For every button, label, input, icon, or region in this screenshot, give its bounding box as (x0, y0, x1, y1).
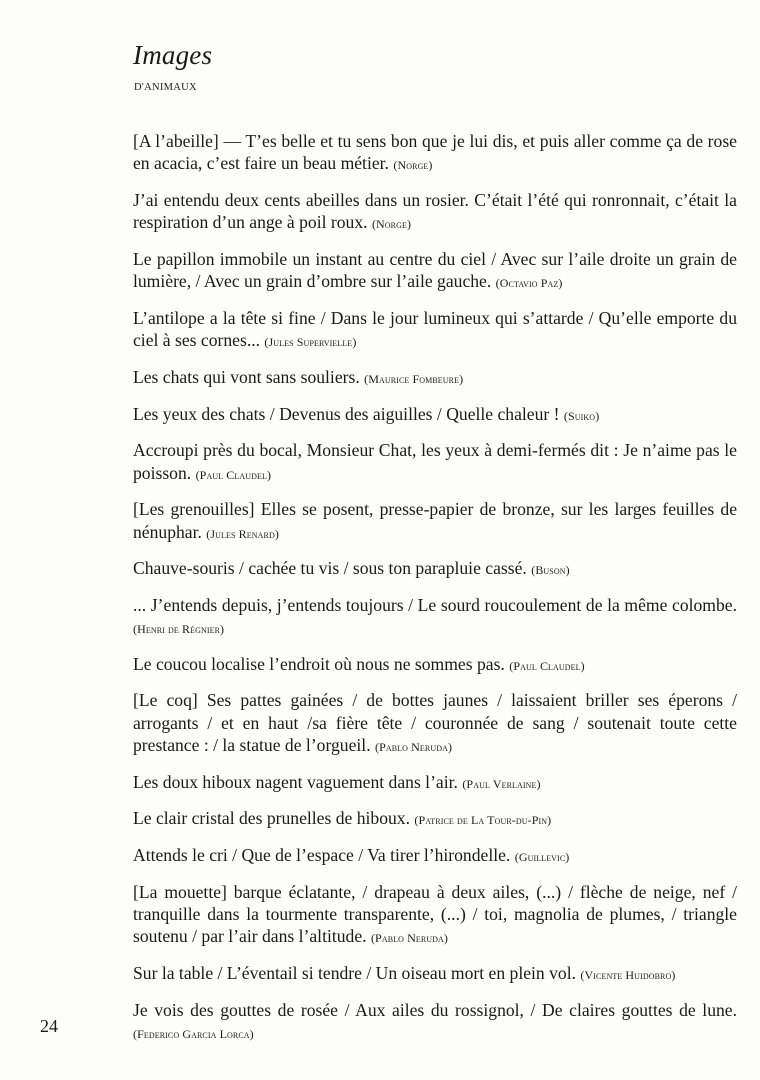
quotation-entry (133, 594, 737, 641)
quotation-text: [La mouette] barque éclatante, / drapeau à deux ailes, (...) / flèche de neige, nef / tranquille dans la tourmente transparente, (...) / toi, magnolia de plumes, / triangle soutenu / par l’air dans l’altitude. (133, 881, 737, 947)
quotation-text: Les chats qui vont sans souliers. (133, 367, 360, 387)
quotation-entry (133, 999, 737, 1046)
quotation-author: (Norge) (393, 158, 433, 173)
quotation-author: (Paul Claudel) (509, 658, 585, 673)
quotation-author: (Maurice Fombeure) (364, 372, 464, 386)
quotation-entry (133, 366, 737, 390)
page-number: 24 (40, 1016, 58, 1036)
quotation-entry (133, 557, 737, 581)
quotation-entry (133, 689, 737, 758)
quotation-list (133, 130, 737, 1058)
quotation-text: J’ai entendu deux cents abeilles dans un rosier. C’était l’été qui ronronnait, c’était la respiration d’un ange à poil roux. (133, 190, 737, 233)
quotation-author: (Federico Garcia Lorca) (133, 1026, 254, 1041)
quotation-entry (133, 189, 737, 236)
quotation-author: (Buson) (531, 563, 570, 578)
quotation-text: Les doux hiboux nagent vaguement dans l’air. (133, 771, 458, 792)
quotation-author: (Patrice de La Tour-du-Pin) (414, 813, 552, 828)
quotation-text: Je vois des gouttes de rosée / Aux ailes du rossignol, / De claires gouttes de lune. (133, 999, 737, 1020)
section-subtitle: D'ANIMAUX (134, 82, 197, 93)
quotation-author: (Suiko) (563, 408, 600, 423)
quotation-entry (133, 403, 737, 427)
quotation-author: (Henri de Régnier) (133, 622, 225, 637)
quotation-entry (133, 307, 737, 354)
quotation-entry (133, 248, 737, 295)
quotation-author: (Pablo Neruda) (375, 740, 453, 755)
quotation-author: (Paul Claudel) (195, 467, 272, 482)
quotation-text: Chauve-souris / cachée tu vis / sous ton parapluie cassé. (133, 558, 527, 579)
quotation-author: (Guillevic) (514, 849, 570, 864)
quotation-entry (133, 498, 737, 545)
quotation-author: (Pablo Neruda) (370, 931, 449, 946)
quotation-author: (Jules Supervielle) (264, 335, 357, 350)
quotation-text: [A l’abeille] — T’es belle et tu sens bon que je lui dis, et puis aller comme ça de rose en acacia, c’est faire un beau métier. (133, 131, 737, 174)
quotation-author: (Vicente Huidobro) (580, 967, 676, 982)
quotation-entry (133, 130, 737, 177)
quotation-text: Sur la table / L’éventail si tendre / Un oiseau mort en plein vol. (133, 962, 576, 983)
quotation-text: ... J’entends depuis, j’entends toujours / Le sourd roucoulement de la même colombe. (133, 594, 737, 615)
quotation-text: Les yeux des chats / Devenus des aiguilles / Quelle chaleur ! (133, 403, 560, 424)
quotation-text: Le clair cristal des prunelles de hiboux. (133, 808, 411, 829)
quotation-author: (Paul Verlaine) (462, 776, 541, 791)
quotation-author: (Norge) (371, 217, 412, 232)
quotation-entry (133, 439, 737, 486)
quotation-author: (Octavio Paz) (495, 276, 563, 291)
quotation-entry (133, 962, 737, 986)
quotation-text: Attends le cri / Que de l’espace / Va tirer l’hirondelle. (133, 844, 511, 865)
page-title: Images (133, 40, 213, 70)
quotation-entry (133, 881, 737, 950)
quotation-text: L’antilope a la tête si fine / Dans le jour lumineux qui s’attarde / Qu’elle emporte du ciel à ses cornes... (133, 308, 737, 351)
quotation-entry (133, 844, 737, 868)
quotation-text: [Le coq] Ses pattes gainées / de bottes jaunes / laissaient briller ses éperons / arrogants / et en haut /sa fière tête / couronnée de sang / soutenait toute cette prestance : / la statue de l’orgueil. (133, 690, 737, 756)
quotation-entry (133, 807, 737, 831)
quotation-text: Le coucou localise l’endroit où nous ne sommes pas. (133, 653, 505, 674)
quotation-author: (Jules Renard) (206, 526, 279, 541)
quotation-text: Le papillon immobile un instant au centre du ciel / Avec sur l’aile droite un grain de lumière, / Avec un grain d’ombre sur l’aile gauche. (133, 249, 737, 292)
quotation-entry (133, 653, 737, 677)
quotation-text: [Les grenouilles] Elles se posent, presse-papier de bronze, sur les larges feuilles de nénuphar. (133, 499, 737, 542)
quotation-text: Accroupi près du bocal, Monsieur Chat, les yeux à demi-fermés dit : Je n’aime pas le poisson. (133, 440, 737, 483)
quotation-entry (133, 771, 737, 795)
